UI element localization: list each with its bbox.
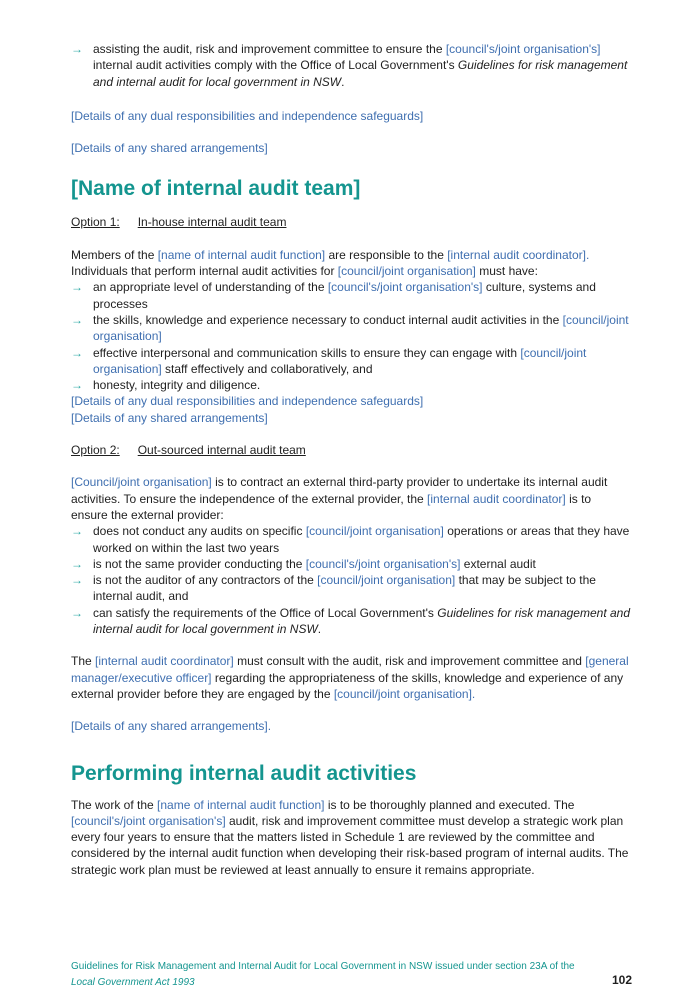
outsourced-requirements-list bbox=[71, 523, 631, 637]
placeholder-dual-responsibilities: [Details of any dual responsibilities and independence safeguards] bbox=[71, 394, 424, 409]
arrow-icon: → bbox=[71, 42, 83, 56]
placeholder-dual-responsibilities: [Details of any dual responsibilities and independence safeguards] bbox=[71, 108, 424, 123]
arrow-icon: → bbox=[71, 524, 83, 539]
arrow-icon: → bbox=[71, 573, 83, 588]
list-item: → assisting the audit, risk and improvement committee to ensure the [council's/joint organisation's] internal audit activities comply with the Office of Local Government's Guidelines for risk management and internal audit for local government in NSW. bbox=[71, 42, 628, 89]
placeholder-shared-arrangements: [Details of any shared arrangements] bbox=[71, 410, 268, 425]
list-item: → does not conduct any audits on specific [council/joint organisation] operations or areas that they have worked on within the last two years bbox=[71, 524, 630, 555]
list-item: → can satisfy the requirements of the Office of Local Government's Guidelines for risk management and internal audit for local government in NSW. bbox=[71, 605, 631, 637]
coordinator-paragraph: The [internal audit coordinator] must consult with the audit, risk and improvement committee and [general manager/executive officer] regarding the appropriateness of the skills, knowledge and experience of any external provider before they are engaged by the [council/joint organisation]. bbox=[71, 654, 629, 701]
placeholder-shared-arrangements: [Details of any shared arrangements]. bbox=[71, 719, 272, 734]
arrow-icon: → bbox=[71, 378, 83, 393]
list-item: → is not the auditor of any contractors of the [council/joint organisation] that may be subject to the internal audit, and bbox=[71, 573, 596, 604]
placeholder-shared-arrangements: [Details of any shared arrangements] bbox=[71, 141, 268, 156]
performing-paragraph: The work of the [name of internal audit function] is to be thoroughly planned and executed. The [council's/joint organisation's] audit, risk and improvement committee must develop a strategic work plan every four years to ensure that the matters listed in Schedule 1 are reviewed by the committee and considered by the internal audit function when developing their risk-based program of internal audits. The strategic work plan must be reviewed at least annually to ensure it remains appropriate. bbox=[71, 797, 629, 877]
arrow-icon: → bbox=[71, 312, 83, 327]
page-number: 102 bbox=[612, 973, 633, 987]
list-item: → honesty, integrity and diligence. bbox=[71, 378, 261, 393]
arrow-icon: → bbox=[71, 280, 83, 295]
heading-performing-activities: Performing internal audit activities bbox=[71, 761, 417, 785]
list-item: → an appropriate level of understanding of the [council's/joint organisation's] culture, systems and processes bbox=[71, 280, 596, 311]
outsourced-paragraph: [Council/joint organisation] is to contract an external third-party provider to undertake its internal audit activities. To ensure the independence of the external provider, the [internal audit coordinator] is to ensure the external provider: bbox=[71, 475, 608, 522]
arrow-icon: → bbox=[71, 345, 83, 360]
document-page bbox=[71, 41, 631, 878]
page-footer: Guidelines for Risk Management and Internal Audit for Local Government in NSW issued under section 23A of the Local Government Act 1993 bbox=[71, 961, 575, 988]
inhouse-requirements-list bbox=[71, 279, 631, 393]
option-1-heading: Option 1: In-house internal audit team bbox=[71, 215, 287, 230]
arrow-icon: → bbox=[71, 605, 83, 620]
intro-bullet-list bbox=[71, 41, 631, 90]
arrow-icon: → bbox=[71, 556, 83, 571]
list-item: → effective interpersonal and communication skills to ensure they can engage with [council/joint organisation] staff effectively and collaboratively, and bbox=[71, 345, 587, 376]
option-2-heading: Option 2: Out-sourced internal audit team bbox=[71, 443, 306, 458]
list-item: → the skills, knowledge and experience necessary to conduct internal audit activities in the [council/joint organisation] bbox=[71, 312, 629, 344]
list-item: → is not the same provider conducting the [council's/joint organisation's] external audit bbox=[71, 556, 536, 571]
inhouse-paragraph: Members of the [name of internal audit function] are responsible to the [internal audit coordinator]. Individuals that perform internal audit activities for [council/joint organisation] must have: bbox=[71, 247, 590, 279]
heading-internal-audit-team: [Name of internal audit team] bbox=[71, 177, 361, 201]
